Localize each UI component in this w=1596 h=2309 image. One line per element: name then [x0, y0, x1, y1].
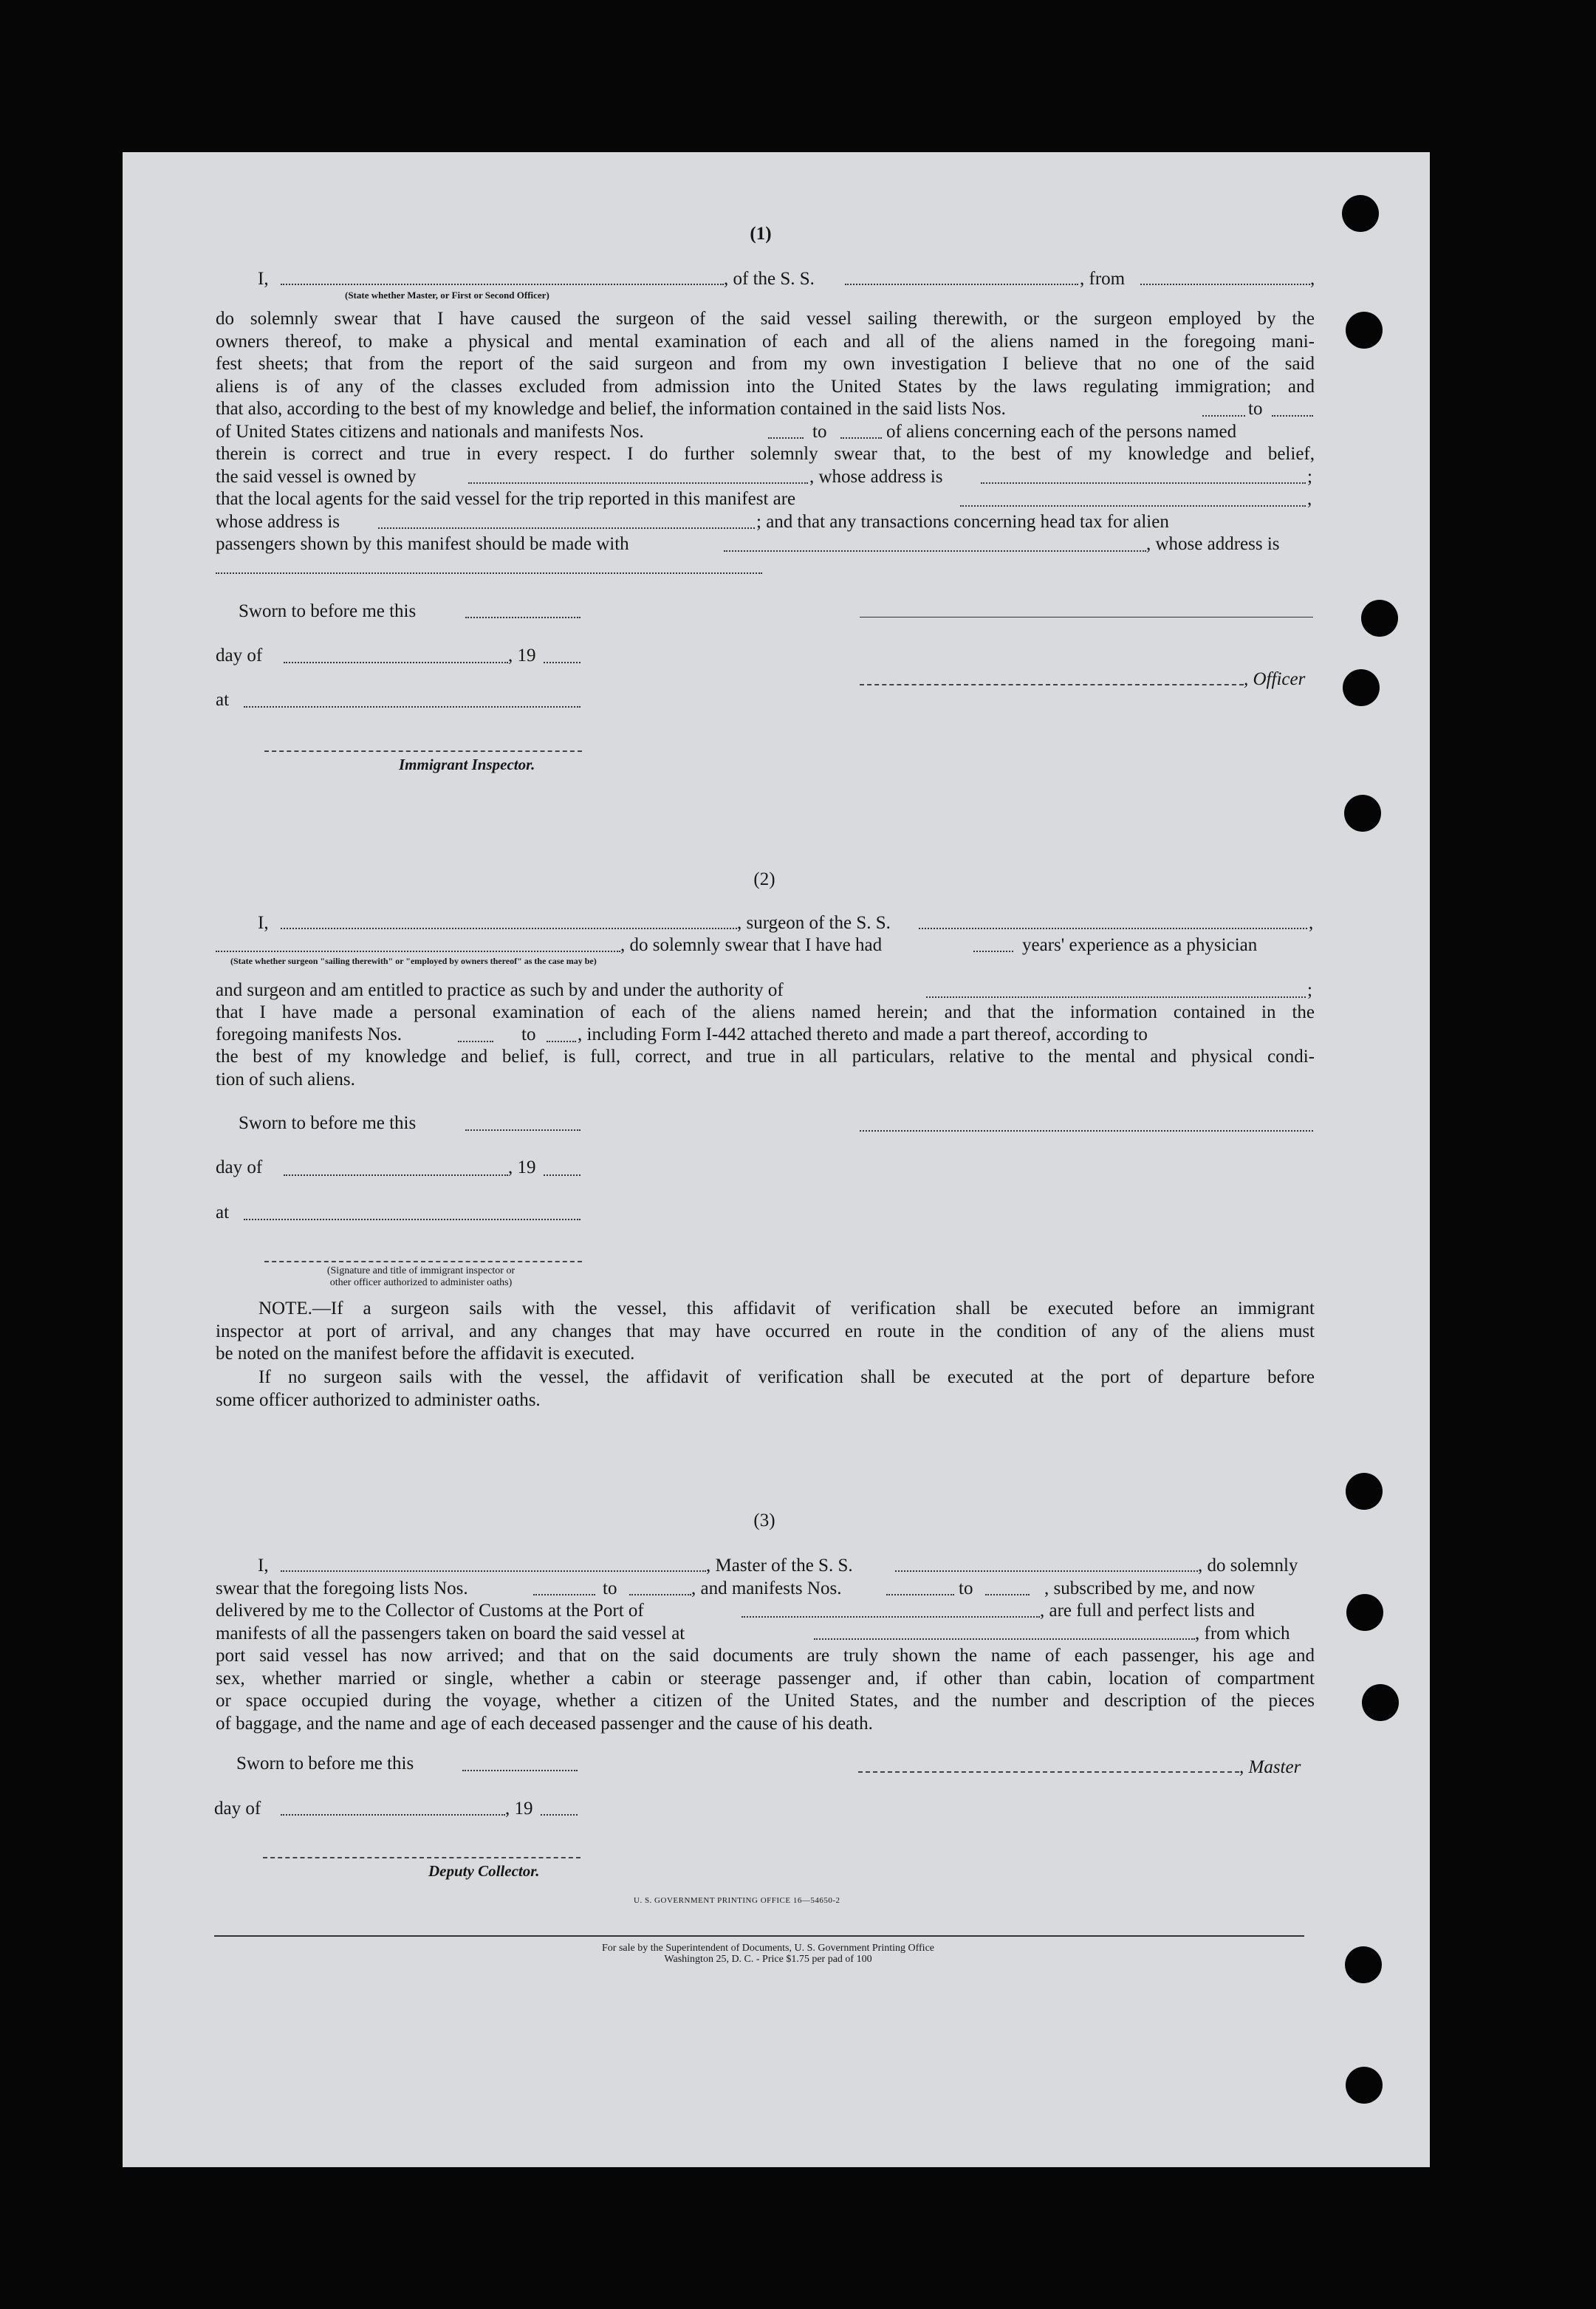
- blank-line: [281, 1814, 505, 1816]
- signature-note: (Signature and title of immigrant inspector or: [326, 1265, 516, 1276]
- punch-hole: [1362, 1684, 1399, 1721]
- blank-line: [216, 572, 762, 574]
- section-3-number: (3): [753, 1511, 775, 1530]
- text: that also, according to the best of my knowledge and belief, the information contained in the said lists Nos.: [216, 399, 1006, 419]
- text: at: [216, 690, 230, 710]
- signature-line: [860, 617, 1313, 618]
- sale-notice: Washington 25, D. C. - Price $1.75 per pad of 100: [664, 1954, 872, 1965]
- blank-line: [541, 1814, 578, 1816]
- text: , including Form I-442 attached thereto and made a part thereof, according to: [578, 1024, 1148, 1044]
- footer-rule: [214, 1935, 1304, 1937]
- punch-hole: [1344, 795, 1381, 832]
- text-line: do solemnly swear that I have caused the surgeon of the said vessel sailing therewith, or the surgeon employed by the: [216, 309, 1315, 329]
- text: Sworn to before me this: [239, 1113, 417, 1133]
- note-paragraph: [216, 1298, 1315, 1366]
- punch-hole: [1361, 600, 1398, 637]
- blank-line: [465, 1129, 580, 1131]
- blank-line: [281, 284, 724, 285]
- text-line: aliens is of any of the classes excluded from admission into the United States by the laws regulating immigration; and: [216, 376, 1315, 397]
- text-line: or space occupied during the voyage, whether a citizen of the United States, and the number and description of the pieces: [216, 1691, 1315, 1711]
- section-2-number: (2): [753, 869, 775, 889]
- signature-line: [860, 1130, 1313, 1132]
- text: to: [521, 1024, 536, 1044]
- text: to: [959, 1578, 973, 1598]
- sale-notice: For sale by the Superintendent of Documents, U. S. Government Printing Office: [602, 1943, 934, 1954]
- blank-line: [281, 1570, 706, 1572]
- text-line: tion of such aliens.: [216, 1069, 355, 1089]
- text: to: [1248, 399, 1263, 419]
- text: foregoing manifests Nos.: [216, 1024, 403, 1044]
- blank-line: [544, 662, 580, 663]
- text: and surgeon and am entitled to practice as such by and under the authority of: [216, 980, 784, 1000]
- text-line: port said vessel has now arrived; and that on the said documents are truly shown the name of each passenger, his age and: [216, 1646, 1315, 1666]
- punch-hole: [1346, 1594, 1383, 1631]
- text: ;: [1307, 467, 1312, 487]
- text: ,: [1307, 489, 1312, 509]
- signature-line: [858, 1771, 1239, 1773]
- text-line: the best of my knowledge and belief, is full, correct, and true in all particulars, relative to the mental and physical condi-: [216, 1047, 1315, 1067]
- deputy-collector-label: Deputy Collector.: [428, 1862, 540, 1880]
- text: manifests of all the passengers taken on board the said vessel at: [216, 1624, 685, 1643]
- section-1-number: (1): [750, 224, 772, 244]
- blank-line: [840, 437, 882, 439]
- blank-line: [547, 1041, 576, 1042]
- blank-line: [284, 1174, 508, 1176]
- blank-line: [981, 482, 1306, 484]
- blank-line: [244, 706, 580, 708]
- blank-line: [244, 1219, 580, 1220]
- blank-line: [465, 617, 580, 618]
- text-line: some officer authorized to administer oaths.: [216, 1389, 541, 1410]
- text: ; and that any transactions concerning head tax for alien: [756, 512, 1169, 532]
- text-line: inspector at port of arrival, and any changes that may have occurred en route in the condition of any of the aliens must: [216, 1321, 1315, 1341]
- text-line: NOTE.—If a surgeon sails with the vessel, this affidavit of verification shall be executed before an immigrant: [258, 1299, 1315, 1318]
- text: of United States citizens and nationals and manifests Nos.: [216, 422, 644, 442]
- printing-office-imprint: U. S. GOVERNMENT PRINTING OFFICE 16—54650-2: [634, 1896, 840, 1905]
- text-line: If no surgeon sails with the vessel, the affidavit of verification shall be executed at the port of departure before: [258, 1367, 1315, 1387]
- text: ,: [1309, 913, 1314, 933]
- text: whose address is: [216, 512, 340, 532]
- section-1-text: [216, 443, 1315, 466]
- text: that the local agents for the said vessel for the trip reported in this manifest are: [216, 489, 796, 509]
- text: to: [603, 1578, 617, 1598]
- blank-line: [1202, 415, 1245, 417]
- blank-line: [926, 996, 1306, 998]
- text: , do solemnly: [1198, 1556, 1298, 1576]
- punch-hole: [1346, 2067, 1383, 2104]
- text: , 19: [505, 1799, 533, 1819]
- blank-line: [544, 1174, 580, 1176]
- text: of aliens concerning each of the persons named: [886, 422, 1237, 442]
- text: the said vessel is owned by: [216, 467, 417, 487]
- text: , 19: [508, 646, 536, 666]
- text: , from: [1080, 269, 1126, 289]
- signature-line: [264, 750, 582, 752]
- blank-line: [629, 1594, 691, 1595]
- blank-line: [895, 1570, 1198, 1572]
- text: , subscribed by me, and now: [1044, 1578, 1256, 1598]
- text: , Master of the S. S.: [706, 1556, 853, 1576]
- signature-line: [860, 684, 1244, 685]
- text: years' experience as a physician: [1022, 935, 1258, 955]
- text-line: that I have made a personal examination of each of the aliens named herein; and that the information contained in the: [216, 1002, 1315, 1022]
- text: , 19: [508, 1157, 536, 1177]
- section-1-text: [216, 308, 1315, 398]
- text: day of: [216, 646, 263, 666]
- text-line: of baggage, and the name and age of each deceased passenger and the cause of his death.: [216, 1713, 873, 1734]
- field-note: (State whether surgeon "sailing therewith" or "employed by owners thereof" as the case may be): [230, 956, 597, 966]
- blank-line: [960, 505, 1306, 507]
- blank-line: [1272, 415, 1313, 417]
- master-label: , Master: [1239, 1757, 1301, 1777]
- text-line: owners thereof, to make a physical and mental examination of each and all of the aliens named in the foregoing mani-: [216, 331, 1315, 352]
- text-line: sex, whether married or single, whether a cabin or steerage passenger and, if other than cabin, location of compartment: [216, 1668, 1315, 1689]
- blank-line: [462, 1770, 578, 1771]
- blank-line: [458, 1041, 493, 1042]
- blank-line: [886, 1594, 954, 1595]
- punch-hole: [1346, 312, 1383, 349]
- text: , surgeon of the S. S.: [737, 913, 891, 933]
- punch-hole: [1342, 195, 1379, 232]
- punch-hole: [1343, 669, 1380, 706]
- text: , from which: [1195, 1624, 1290, 1643]
- blank-line: [742, 1616, 1040, 1618]
- blank-line: [281, 928, 737, 929]
- blank-line: [216, 951, 620, 952]
- blank-line: [985, 1594, 1030, 1595]
- blank-line: [533, 1594, 595, 1595]
- signature-note: other officer authorized to administer oaths): [329, 1277, 513, 1288]
- text-line: therein is correct and true in every respect. I do further solemnly swear that, to the best of my knowledge and belief,: [216, 444, 1315, 464]
- text: , of the S. S.: [724, 269, 815, 289]
- text: at: [216, 1203, 230, 1222]
- text: Sworn to before me this: [236, 1754, 414, 1773]
- text: day of: [216, 1157, 263, 1177]
- blank-line: [284, 662, 508, 663]
- text: , are full and perfect lists and: [1040, 1601, 1255, 1621]
- text: , do solemnly swear that I have had: [620, 935, 883, 955]
- text: Sworn to before me this: [239, 601, 417, 621]
- punch-hole: [1345, 1946, 1382, 1983]
- section-2-text: [216, 1046, 1315, 1091]
- text: , whose address is: [809, 467, 943, 487]
- text: swear that the foregoing lists Nos.: [216, 1578, 468, 1598]
- text: , and manifests Nos.: [691, 1578, 842, 1598]
- punch-hole: [1346, 1473, 1383, 1510]
- text-line: fest sheets; that from the report of the said surgeon and from my own investigation I believe that no one of the said: [216, 354, 1315, 374]
- text: day of: [214, 1799, 261, 1819]
- section-3-text: [216, 1645, 1315, 1735]
- blank-line: [1140, 284, 1310, 285]
- signature-line: [263, 1857, 580, 1858]
- signature-line: [264, 1261, 582, 1262]
- text: I,: [258, 269, 269, 289]
- immigrant-inspector-label: Immigrant Inspector.: [399, 756, 535, 773]
- text: ,: [1310, 269, 1315, 289]
- text: to: [812, 422, 827, 442]
- section-2-text: [216, 1002, 1315, 1024]
- blank-line: [919, 928, 1307, 929]
- text: I,: [258, 1556, 269, 1576]
- note-paragraph: [216, 1366, 1315, 1412]
- blank-line: [378, 527, 755, 529]
- blank-line: [768, 437, 804, 439]
- text: , whose address is: [1146, 534, 1280, 554]
- text-line: be noted on the manifest before the affidavit is executed.: [216, 1344, 635, 1364]
- text: delivered by me to the Collector of Customs at the Port of: [216, 1601, 644, 1621]
- blank-line: [468, 482, 808, 484]
- field-note: (State whether Master, or First or Second Officer): [345, 290, 549, 301]
- text: I,: [258, 913, 269, 933]
- blank-line: [845, 284, 1078, 285]
- text: ;: [1307, 980, 1312, 1000]
- blank-line: [724, 550, 1146, 552]
- blank-line: [814, 1638, 1195, 1640]
- officer-label: , Officer: [1244, 669, 1306, 689]
- blank-line: [973, 951, 1013, 952]
- text: passengers shown by this manifest should be made with: [216, 534, 629, 554]
